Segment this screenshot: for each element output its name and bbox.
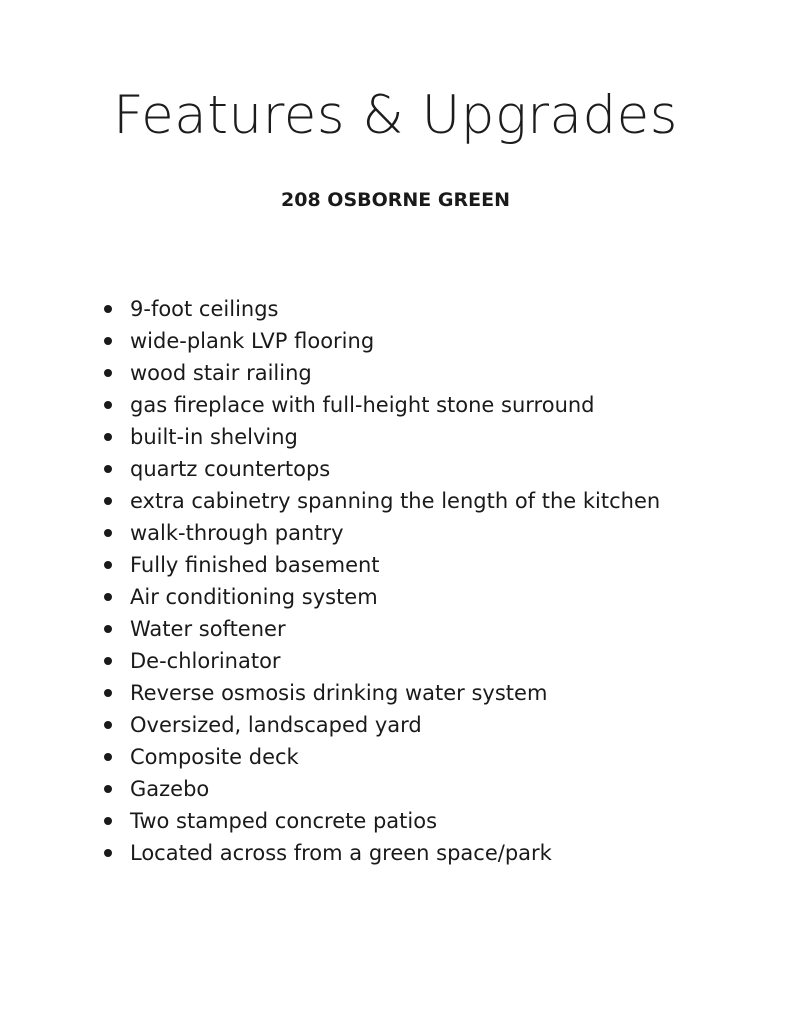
- feature-text: quartz countertops: [130, 457, 331, 481]
- bullet-icon: [104, 625, 112, 633]
- page-title: Features & Upgrades: [113, 85, 678, 146]
- bullet-icon: [104, 401, 112, 409]
- feature-text: Oversized, landscaped yard: [130, 713, 422, 737]
- bullet-icon: [104, 689, 112, 697]
- bullet-icon: [104, 305, 112, 313]
- bullet-icon: [104, 849, 112, 857]
- feature-text: Reverse osmosis drinking water system: [130, 681, 548, 705]
- feature-text: Two stamped concrete patios: [130, 809, 438, 833]
- feature-text: Gazebo: [130, 777, 210, 801]
- bullet-icon: [104, 561, 112, 569]
- bullet-icon: [104, 753, 112, 761]
- feature-text: 9-foot ceilings: [130, 297, 279, 321]
- feature-text: Fully finished basement: [130, 553, 380, 577]
- property-address: 208 OSBORNE GREEN: [281, 189, 510, 211]
- bullet-icon: [104, 529, 112, 537]
- feature-text: Located across from a green space/park: [130, 841, 552, 865]
- feature-text: Air conditioning system: [130, 585, 378, 609]
- bullet-icon: [104, 369, 112, 377]
- bullet-icon: [104, 433, 112, 441]
- feature-text: Water softener: [130, 617, 286, 641]
- feature-text: De-chlorinator: [130, 649, 281, 673]
- bullet-icon: [104, 817, 112, 825]
- feature-text: gas fireplace with full-height stone surround: [130, 393, 595, 417]
- bullet-icon: [104, 337, 112, 345]
- feature-text: extra cabinetry spanning the length of the kitchen: [130, 489, 661, 513]
- feature-text: built-in shelving: [130, 425, 298, 449]
- feature-text: walk-through pantry: [130, 521, 344, 545]
- bullet-icon: [104, 721, 112, 729]
- bullet-icon: [104, 497, 112, 505]
- feature-text: Composite deck: [130, 745, 299, 769]
- feature-text: wide-plank LVP flooring: [130, 329, 375, 353]
- bullet-icon: [104, 785, 112, 793]
- feature-text: wood stair railing: [130, 361, 312, 385]
- bullet-icon: [104, 657, 112, 665]
- bullet-icon: [104, 593, 112, 601]
- bullet-icon: [104, 465, 112, 473]
